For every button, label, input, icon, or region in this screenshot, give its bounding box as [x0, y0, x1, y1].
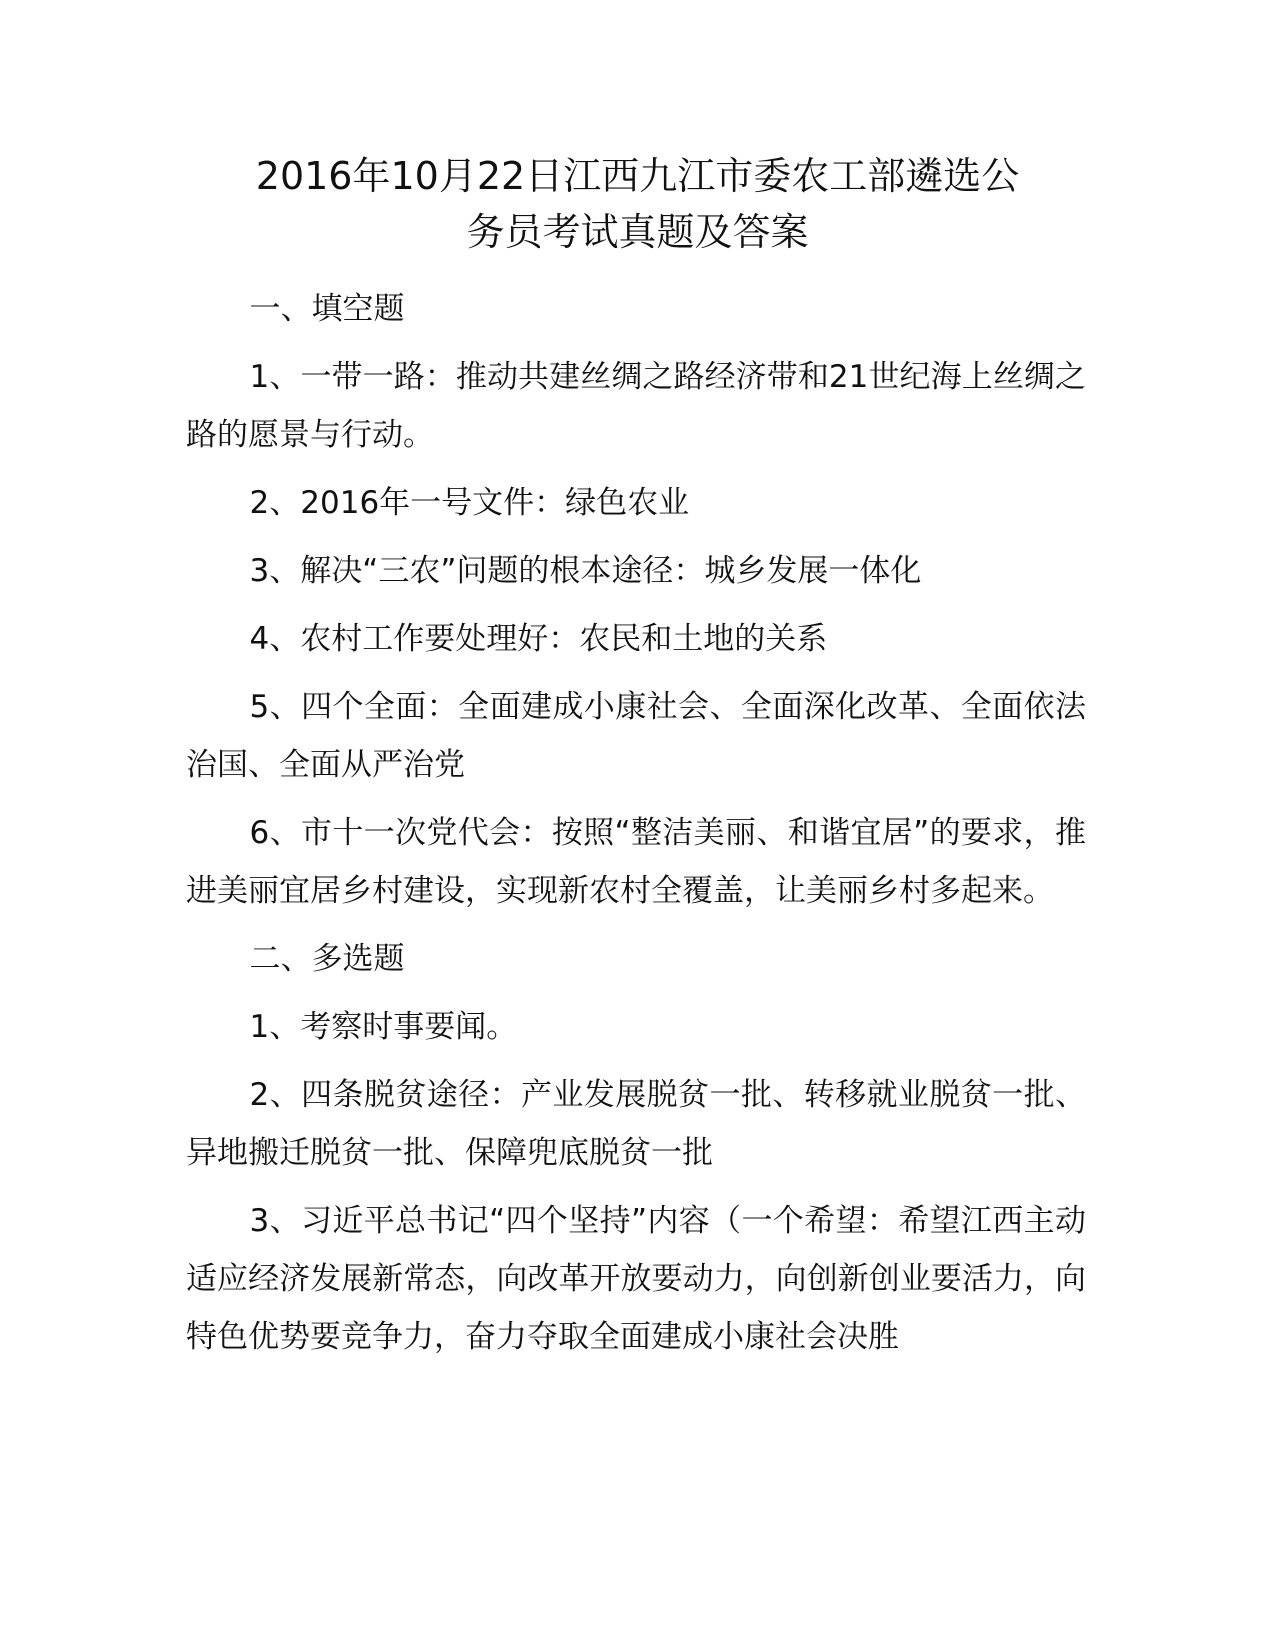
list-item: 5、四个全面：全面建成小康社会、全面深化改革、全面依法治国、全面从严治党	[186, 689, 1086, 783]
list-item: 1、一带一路：推动共建丝绸之路经济带和21世纪海上丝绸之路的愿景与行动。	[186, 359, 1086, 453]
section-heading-fill-blank: 一、填空题	[249, 291, 405, 327]
title-line-1: 2016年10月22日江西九江市委农工部遴选公	[255, 154, 1020, 198]
list-item: 6、市十一次党代会：按照“整洁美丽、和谐宜居”的要求，推进美丽宜居乡村建设，实现新农村全覆盖，让美丽乡村多起来。	[186, 815, 1086, 909]
list-item: 1、考察时事要闻。	[249, 1009, 518, 1045]
list-item: 3、习近平总书记“四个坚持”内容（一个希望：希望江西主动适应经济发展新常态，向改革开放要动力，向创新创业要活力，向特色优势要竞争力，奋力夺取全面建成小康社会决胜	[186, 1203, 1086, 1355]
document-title	[130, 148, 1145, 260]
title-line-2: 务员考试真题及答案	[466, 210, 809, 254]
document-body	[186, 280, 1086, 1376]
list-item: 4、农村工作要处理好：农民和土地的关系	[249, 621, 828, 657]
list-item: 2、四条脱贫途径：产业发展脱贫一批、转移就业脱贫一批、异地搬迁脱贫一批、保障兜底脱贫一批	[186, 1077, 1086, 1171]
section-heading-multiple-choice: 二、多选题	[249, 941, 405, 977]
list-item: 2、2016年一号文件：绿色农业	[249, 485, 690, 521]
list-item: 3、解决“三农”问题的根本途径：城乡发展一体化	[249, 553, 922, 589]
